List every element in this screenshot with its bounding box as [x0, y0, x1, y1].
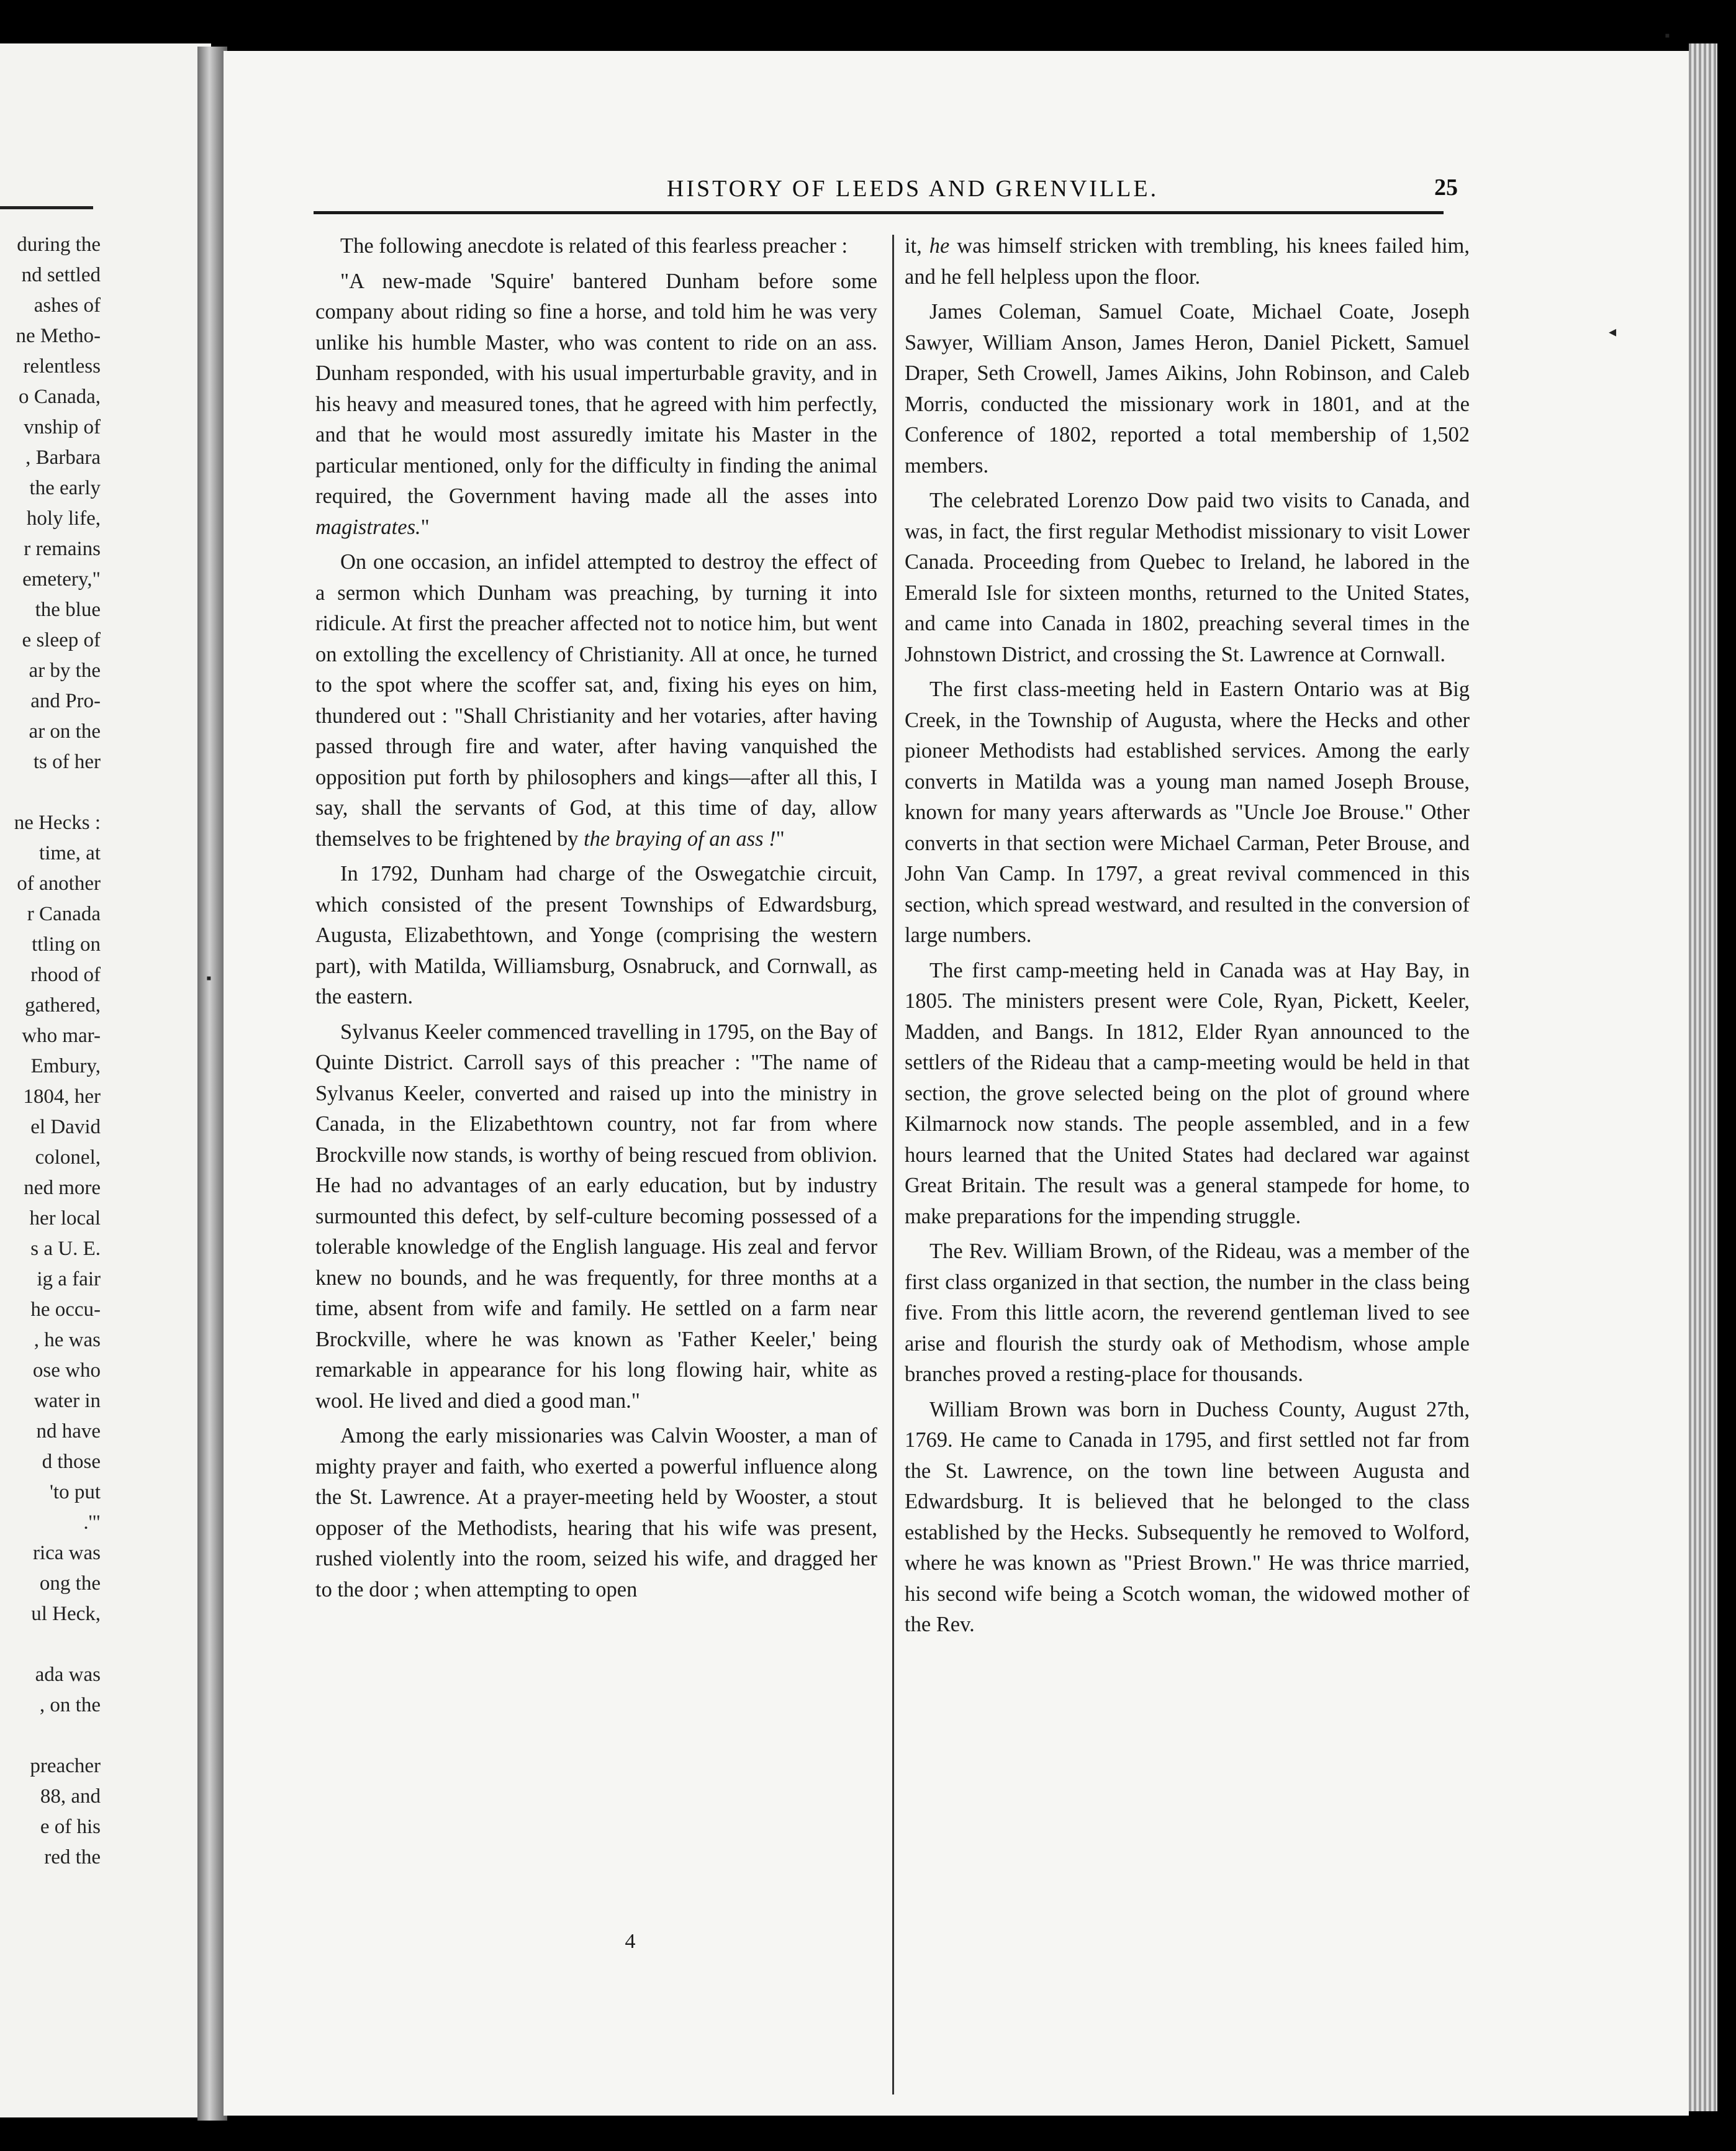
- left-page-line-fragment: 88, and: [40, 1785, 101, 1808]
- left-page-line-fragment: and Pro-: [30, 690, 101, 712]
- paragraph: it, he was himself stricken with trembling, his knees failed him, and he fell helpless upon the floor.: [905, 234, 1470, 289]
- running-title: HISTORY OF LEEDS AND GRENVILLE.: [666, 176, 1159, 202]
- italic-text: he: [929, 234, 950, 258]
- left-page-line-fragment: s a U. E.: [30, 1238, 101, 1260]
- left-page-line-fragment: time, at: [39, 842, 101, 864]
- left-page-line-fragment: ose who: [32, 1359, 101, 1382]
- italic-text: magistrates.: [315, 515, 421, 539]
- book-gutter: [197, 47, 227, 2121]
- left-page-line-fragment: who mar-: [22, 1025, 101, 1047]
- left-page-line-fragment: ne Hecks :: [14, 812, 101, 834]
- paragraph: The Rev. William Brown, of the Rideau, was a member of the first class organized in that section, the number in the class being five. From this little acorn, the reverend gentleman lived to see arise and flourish the sturdy oak of Methodism, whose ample branches proved a resting-place for thousands.: [905, 1239, 1470, 1386]
- left-page-line-fragment: ne Metho-: [16, 325, 101, 347]
- left-page-line-fragment: during the: [17, 233, 101, 256]
- left-page-line-fragment: el David: [30, 1116, 101, 1138]
- left-page-line-fragment: of another: [17, 872, 101, 895]
- left-page-line-fragment: relentless: [23, 355, 101, 378]
- scan-speck: ▪: [1665, 28, 1670, 44]
- left-page-line-fragment: r remains: [24, 538, 101, 560]
- paragraph: "A new-made 'Squire' bantered Dunham before some company about riding so fine a horse, and told him he was very unlike his humble Master, who was content to ride on an ass. Dunham responded, with his usual imperturbable gravity, and in his heavy and measured tones, that he agreed with him perfectly, and that he would most assuredly imitate his Master in the particular mentioned, only for the difficulty in finding the animal required, the Government having made all the asses into magistrates.": [315, 269, 877, 539]
- scan-speck: ▪: [206, 971, 212, 987]
- left-page-line-fragment: gathered,: [25, 994, 101, 1017]
- left-page-line-fragment: ar on the: [29, 720, 101, 743]
- left-page-line-fragment: preacher: [30, 1755, 101, 1777]
- left-page-line-fragment: nd have: [36, 1420, 101, 1442]
- left-page-line-fragment: red the: [44, 1846, 101, 1868]
- paragraph: In 1792, Dunham had charge of the Oswegatchie circuit, which consisted of the present Townships of Edwardsburg, Augusta, Elizabethtown, and Yonge (comprising the western part), with Matilda, Williamsburg, Osnabruck, and Cornwall, as the eastern.: [315, 862, 877, 1008]
- left-page-line-fragment: vnship of: [24, 416, 101, 438]
- left-page-line-fragment: he occu-: [30, 1298, 101, 1321]
- paragraph: William Brown was born in Duchess County, August 27th, 1769. He came to Canada in 1795, and first settled not far from the St. Lawrence, on the town line between Augusta and Edwardsburg. It is believed that he belonged to the class established by the Hecks. Subsequently he removed to Wolford, where he was known as "Priest Brown." He was thrice married, his second wife being a Scotch woman, the widowed mother of the Rev.: [905, 1397, 1470, 1636]
- paragraph: The first class-meeting held in Eastern Ontario was at Big Creek, in the Township of Augusta, where the Hecks and other pioneer Methodists had established services. Among the early converts in Matilda was a young man named Joseph Brouse, known for many years afterwards as "Uncle Joe Brouse." Other converts in that section were Michael Carman, Peter Brouse, and John Van Camp. In 1797, a great revival commenced in this section, which spread westward, and resulted in the conversion of large numbers.: [905, 677, 1470, 947]
- left-page-line-fragment: , he was: [34, 1329, 101, 1351]
- left-page-line-fragment: the blue: [35, 599, 101, 621]
- left-page-line-fragment: ada was: [35, 1664, 101, 1686]
- left-page-line-fragment: 1804, her: [23, 1085, 101, 1108]
- left-page-line-fragment: emetery,": [22, 568, 101, 591]
- left-page-line-fragment: Embury,: [30, 1055, 101, 1077]
- paragraph: The following anecdote is related of this fearless preacher :: [340, 234, 848, 258]
- italic-text: the braying of an ass !: [584, 826, 776, 851]
- scan-speck: ◂: [1609, 324, 1617, 340]
- paragraph: The celebrated Lorenzo Dow paid two visits to Canada, and was, in fact, the first regular Methodist missionary to visit Lower Canada. Proceeding from Quebec to Ireland, he labored in the Emerald Isle for sixteen months, returned to the United States, and came into Canada in 1802, preaching several times in the Johnstown District, and crossing the St. Lawrence at Cornwall.: [905, 489, 1470, 666]
- left-page-line-fragment: colonel,: [35, 1146, 101, 1169]
- left-page-line-fragment: the early: [29, 477, 101, 499]
- left-page-line-fragment: , on the: [39, 1694, 101, 1716]
- left-page-line-fragment: water in: [34, 1390, 101, 1412]
- paragraph: The first camp-meeting held in Canada was at Hay Bay, in 1805. The ministers present were Cole, Ryan, Pickett, Keeler, Madden, and Bangs. In 1812, Elder Ryan announced to the settlers of the Rideau that a camp-meeting would be held in that section, the grove selected being on the plot of ground where Kilmarnock now stands. The people assembled, and in a few hours learned that the United States had declared war against Great Britain. The result was a general stampede for home, to make preparations for the impending struggle.: [905, 958, 1470, 1228]
- left-page-line-fragment: ul Heck,: [31, 1603, 101, 1625]
- left-page-line-fragment: holy life,: [26, 507, 101, 530]
- paragraph: Among the early missionaries was Calvin Wooster, a man of mighty prayer and faith, who exerted a powerful influence along the St. Lawrence. At a prayer-meeting held by Wooster, a stout opposer of the Methodists, hearing that his wife was present, rushed violently into the room, seized his wife, and dragged her to the door ; when attempting to open: [315, 1424, 877, 1601]
- left-page-line-fragment: ig a fair: [37, 1268, 101, 1290]
- left-page-line-fragment: r Canada: [27, 903, 101, 925]
- facing-left-page: [0, 43, 211, 2117]
- left-page-line-fragment: , Barbara: [25, 446, 101, 469]
- signature-mark: 4: [625, 1930, 636, 1953]
- left-page-line-fragment: ong the: [39, 1572, 101, 1595]
- header-rule: [314, 211, 1444, 214]
- left-page-line-fragment: ashes of: [34, 294, 101, 317]
- left-page-line-fragment: e sleep of: [22, 629, 101, 651]
- left-page-line-fragment: rica was: [32, 1542, 101, 1564]
- paragraph: Sylvanus Keeler commenced travelling in 1795, on the Bay of Quinte District. Carroll says of this preacher : "The name of Sylvanus Keeler, converted and raised up into the ministry in Canada, in the Elizabethtown country, not far from where Brockville now stands, is worthy of being rescued from oblivion. He had no advantages of an early education, but by industry surmounted this defect, by self-culture becoming possessed of a tolerable knowledge of the English language. His zeal and fervor knew no bounds, and he was frequently, for three months at a time, absent from wife and family. He settled on a farm near Brockville, where he was known as 'Father Keeler,' being remarkable in appearance for his long flowing hair, white as wool. He lived and died a good man.": [315, 1020, 877, 1413]
- left-page-line-fragment: ned more: [24, 1177, 101, 1199]
- page-edge: [1689, 43, 1717, 2111]
- left-page-line-fragment: e of his: [40, 1816, 101, 1838]
- left-page-line-fragment: ts of her: [33, 751, 101, 773]
- left-page-line-fragment: her local: [29, 1207, 101, 1229]
- paragraph: James Coleman, Samuel Coate, Michael Coate, Joseph Sawyer, William Anson, James Heron, Daniel Pickett, Samuel Draper, Seth Crowell, James Aikins, John Robinson, and Caleb Morris, conducted the missionary work in 1801, and at the Conference of 1802, reported a total membership of 1,502 members.: [905, 300, 1470, 478]
- left-page-line-fragment: rhood of: [30, 964, 101, 986]
- paragraph: On one occasion, an infidel attempted to destroy the effect of a sermon which Dunham was preaching, by turning it into ridicule. At first the preacher affected not to notice him, but went on extolling the excellency of Christianity. All at once, he turned to the spot where the scoffer sat, and, fixing his eyes on him, thundered out : "Shall Christianity and her votaries, after having passed through fire and water, after having vanquished the opposition put forth by philosophers and kings—after all this, I say, shall the servants of God, at this time of day, allow themselves to be frightened by the braying of an ass !": [315, 550, 877, 851]
- page-number: 25: [1434, 174, 1458, 201]
- right-column: [905, 231, 1470, 1645]
- left-page-line-fragment: o Canada,: [19, 386, 101, 408]
- left-page-line-fragment: d those: [42, 1451, 101, 1473]
- left-column: [315, 231, 877, 1610]
- left-page-line-fragment: 'to put: [49, 1481, 101, 1503]
- column-divider: [892, 235, 894, 2094]
- left-page-line-fragment: ar by the: [29, 659, 101, 682]
- left-page-line-fragment: .'": [83, 1511, 101, 1534]
- left-page-header-rule: [0, 206, 93, 209]
- left-page-line-fragment: nd settled: [21, 264, 101, 286]
- left-page-line-fragment: ttling on: [32, 933, 101, 956]
